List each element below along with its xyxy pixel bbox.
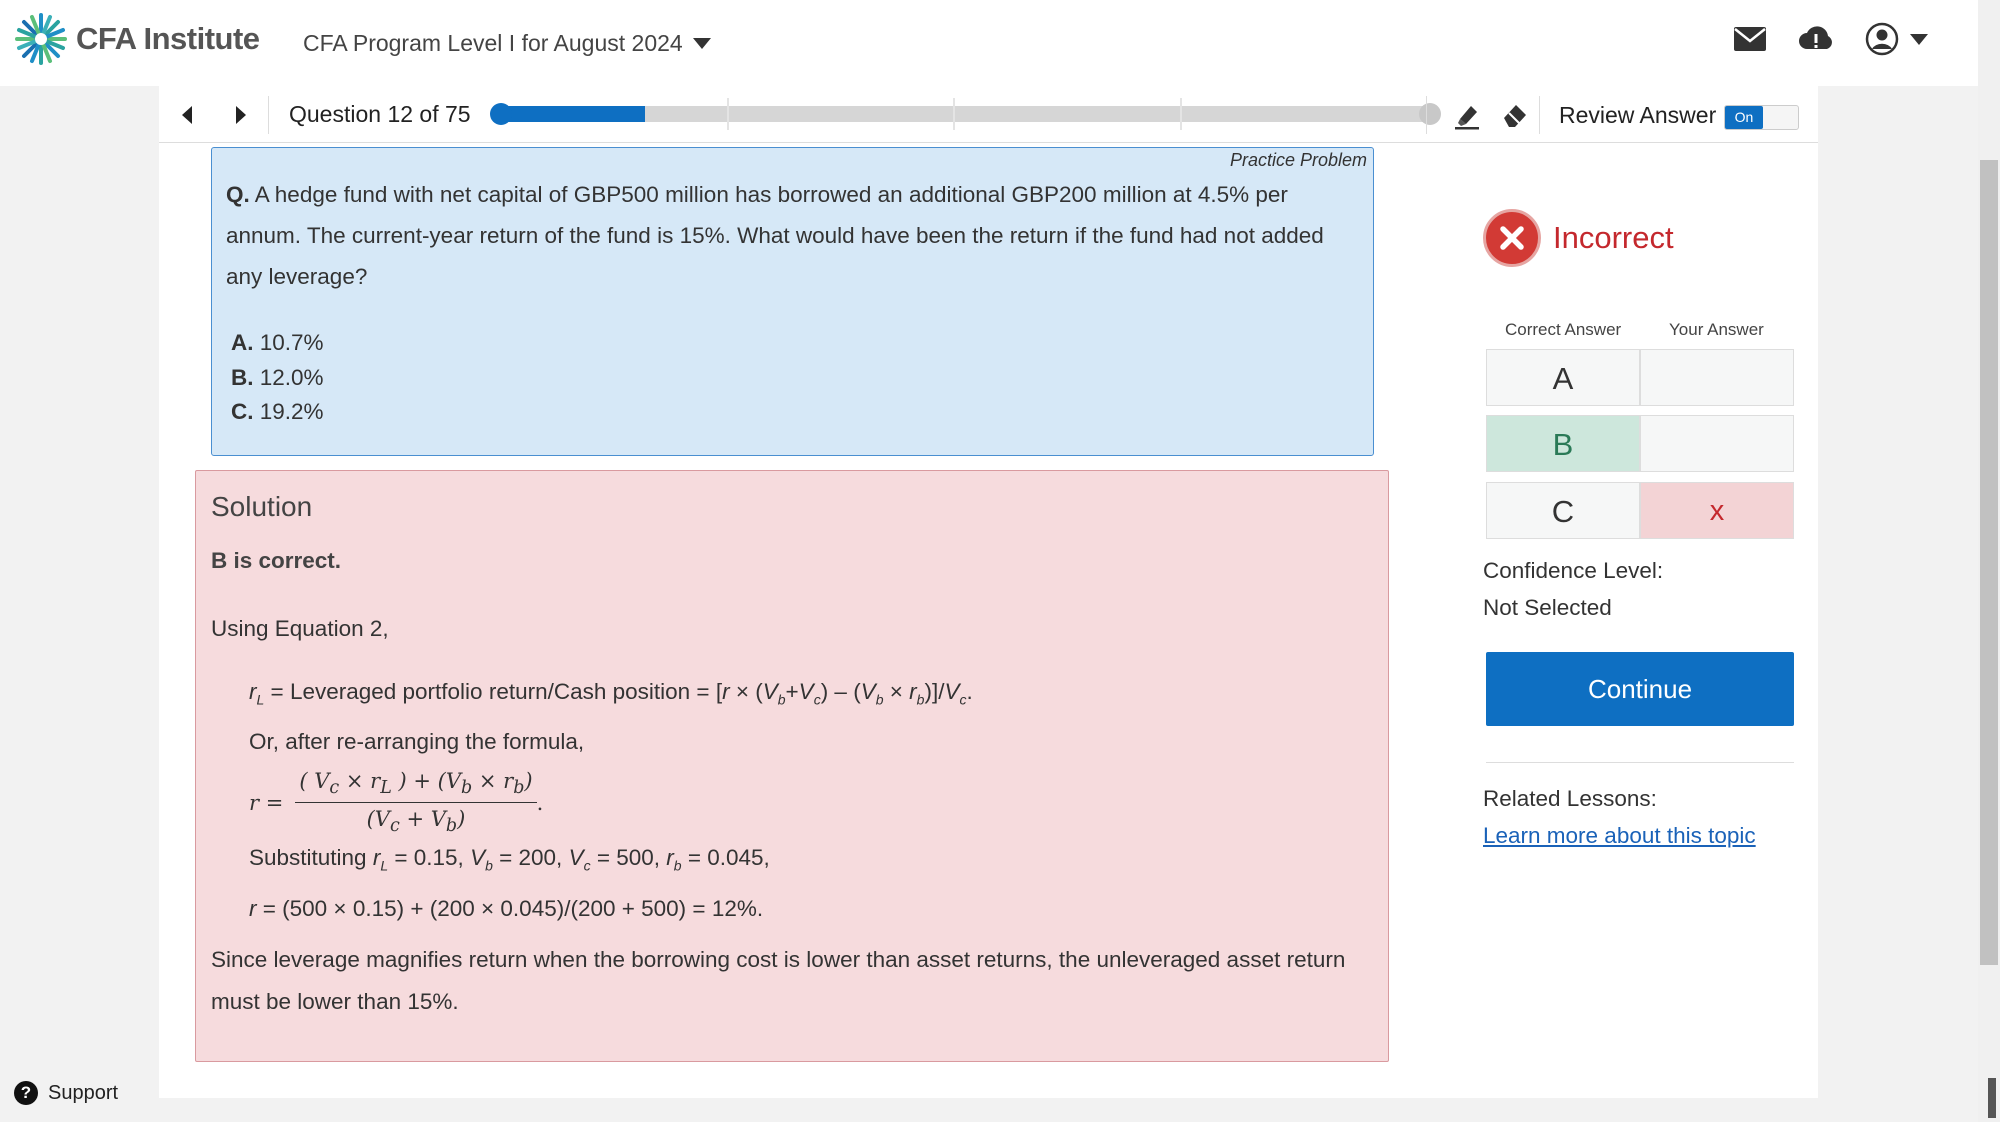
chevron-down-icon bbox=[693, 38, 711, 49]
question-body: A hedge fund with net capital of GBP500 million has borrowed an additional GBP200 million at 4.5% per annum. The current-year return of the fund is 15%. What would have been the return if the fund had not added any leverage? bbox=[226, 182, 1324, 289]
your-answer-cell bbox=[1640, 415, 1794, 472]
solution-title: Solution bbox=[211, 491, 313, 522]
progress-tick bbox=[727, 98, 729, 130]
result-calculation: r = (500 × 0.15) + (200 × 0.045)/(200 + 500) = 12%. bbox=[249, 896, 764, 921]
cfa-logo[interactable] bbox=[14, 12, 260, 66]
previous-question-icon[interactable] bbox=[182, 106, 192, 124]
formula-fraction: $\frac{( V_c \times r_L ) + (V_b \times r_b)}{(V_c + V_b)}$ bbox=[295, 769, 536, 836]
equation-leveraged-return: $r_L$ = Leveraged portfolio return/Cash position = $[r \times (V_b+V_c) - (V_b \times r_b)]/V_c$. bbox=[249, 679, 973, 708]
question-counter: Question 12 of 75 bbox=[289, 101, 471, 127]
solution-conclusion: Since leverage magnifies return when the borrowing cost is lower than asset returns, the unleveraged asset return must be lower than 15%. bbox=[211, 947, 1346, 1014]
option-a bbox=[231, 326, 324, 361]
confidence-label: Confidence Level: bbox=[1483, 558, 1664, 583]
confidence-value: Not Selected bbox=[1483, 595, 1612, 620]
related-lessons-label: Related Lessons: bbox=[1483, 786, 1657, 811]
user-menu[interactable] bbox=[1864, 22, 1928, 56]
program-selector-label: CFA Program Level I for August 2024 bbox=[303, 30, 683, 56]
confidence-level bbox=[1483, 552, 1663, 626]
cloud-download-icon[interactable] bbox=[1798, 22, 1834, 56]
toggle-on-label: On bbox=[1725, 106, 1763, 129]
cfa-logo-icon bbox=[14, 12, 68, 66]
result-status: Incorrect bbox=[1553, 220, 1674, 255]
option-text: 12.0% bbox=[259, 364, 324, 390]
progress-end-knob bbox=[1419, 103, 1441, 125]
next-question-icon[interactable] bbox=[236, 106, 246, 124]
incorrect-icon bbox=[1483, 209, 1541, 267]
option-c bbox=[231, 395, 324, 430]
your-answer-cell bbox=[1640, 349, 1794, 406]
correct-answer-statement: B is correct. bbox=[211, 548, 342, 573]
support-button[interactable] bbox=[14, 1081, 118, 1105]
option-letter: A. bbox=[231, 330, 254, 355]
question-prefix: Q. bbox=[226, 182, 250, 207]
support-label: Support bbox=[48, 1081, 119, 1104]
top-header bbox=[0, 0, 1978, 86]
substitution-line: Substituting $r_L = 0.15$, $V_b = 200$, $V_c = 500$, $r_b = 0.045$, bbox=[249, 845, 770, 874]
divider bbox=[1539, 96, 1540, 134]
scrollbar-resize-handle bbox=[1988, 1078, 1996, 1118]
chevron-down-icon bbox=[1910, 34, 1928, 45]
answer-row-b bbox=[1486, 415, 1794, 472]
header-actions bbox=[1732, 22, 1928, 56]
progress-bar[interactable] bbox=[494, 106, 1439, 122]
your-answer-header: Your Answer bbox=[1669, 320, 1764, 339]
option-text: 10.7% bbox=[259, 330, 324, 355]
answer-letter: A bbox=[1486, 349, 1640, 406]
eraser-icon[interactable] bbox=[1500, 100, 1530, 130]
divider bbox=[1486, 762, 1794, 763]
continue-button[interactable]: Continue bbox=[1486, 652, 1794, 726]
answer-letter: C bbox=[1486, 482, 1640, 539]
help-icon: ? bbox=[14, 1081, 38, 1105]
user-avatar-icon bbox=[1864, 22, 1900, 56]
answer-options bbox=[231, 326, 324, 430]
question-navigation-bar bbox=[159, 86, 1818, 143]
option-letter: B. bbox=[231, 364, 254, 390]
mail-icon[interactable] bbox=[1732, 22, 1768, 56]
program-selector[interactable] bbox=[303, 30, 711, 57]
related-lesson-link[interactable]: Learn more about this topic bbox=[1483, 823, 1756, 848]
option-letter: C. bbox=[231, 399, 254, 424]
rearranged-formula: r = $\frac{( V_c \times r_L ) + (V_b \times r_b)}{(V_c + V_b)}$ . bbox=[249, 769, 544, 837]
progress-tick bbox=[953, 98, 955, 130]
solution-box bbox=[195, 470, 1389, 1062]
highlighter-icon[interactable] bbox=[1452, 100, 1482, 130]
scrollbar-thumb[interactable] bbox=[1980, 160, 1998, 965]
practice-problem-tag: Practice Problem bbox=[1229, 150, 1367, 170]
progress-tick bbox=[1180, 98, 1182, 130]
divider bbox=[1426, 96, 1427, 134]
review-answer-toggle[interactable] bbox=[1724, 105, 1799, 130]
option-text: 19.2% bbox=[259, 399, 324, 424]
progress-start-knob bbox=[490, 103, 512, 125]
correct-answer-letter: B bbox=[1486, 415, 1640, 472]
progress-fill bbox=[494, 106, 645, 122]
review-answer-label: Review Answer bbox=[1559, 102, 1717, 128]
solution-intro: Using Equation 2, bbox=[211, 616, 389, 641]
answer-row-c bbox=[1486, 482, 1794, 539]
answer-row-a bbox=[1486, 349, 1794, 406]
option-b bbox=[231, 361, 324, 396]
rearrange-text: Or, after re-arranging the formula, bbox=[249, 729, 585, 754]
question-box bbox=[211, 147, 1374, 456]
question-text bbox=[226, 174, 1356, 297]
your-answer-wrong-mark: x bbox=[1640, 482, 1794, 539]
logo-text: CFA Institute bbox=[76, 21, 260, 56]
correct-answer-header: Correct Answer bbox=[1505, 320, 1622, 339]
divider bbox=[268, 96, 269, 134]
